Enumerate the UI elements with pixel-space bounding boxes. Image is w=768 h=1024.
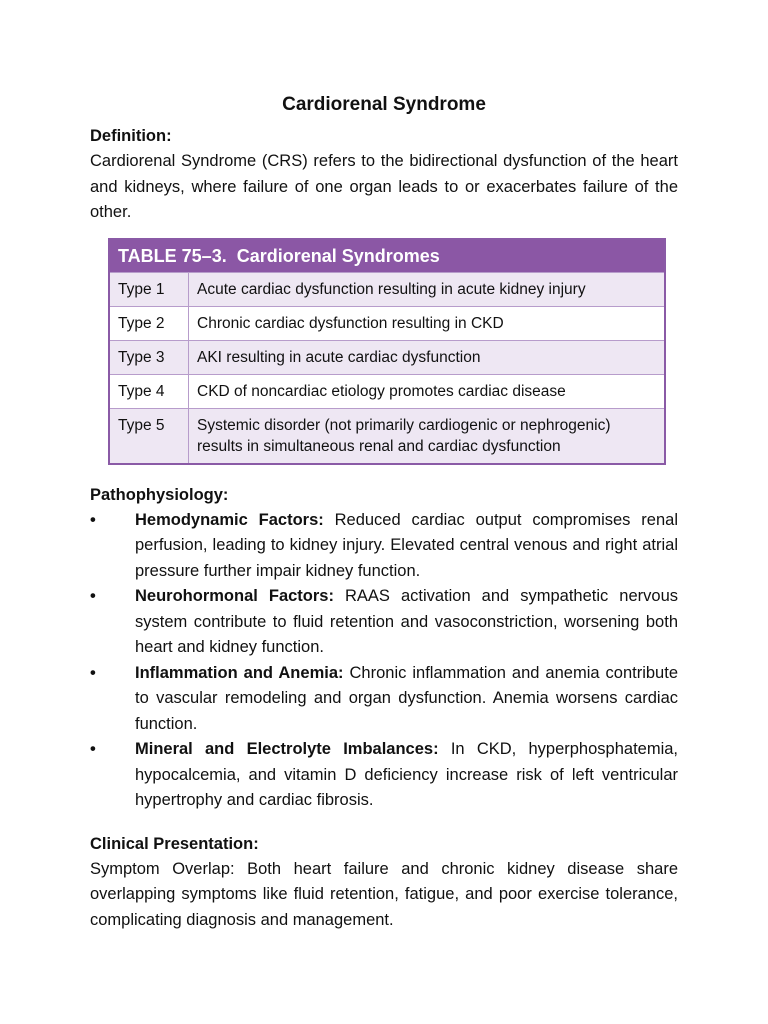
bullet-icon: •: [90, 663, 96, 682]
row-description: Acute cardiac dysfunction resulting in acute kidney injury: [189, 272, 665, 306]
table-row: [110, 408, 664, 463]
bullet-icon: •: [90, 587, 96, 605]
page-title: Cardiorenal Syndrome: [282, 94, 486, 115]
definition-text: Cardiorenal Syndrome (CRS) refers to the bidirectional dysfunction of the heart and kidneys, where failure of one organ leads to or exacerbates failure of the other.: [90, 152, 678, 221]
table-body: [110, 272, 664, 463]
bullet-icon: •: [90, 740, 96, 758]
item-text: In CKD, hyperphosphatemia, hypocalcemia, and vitamin D deficiency increase risk of left ventricular hypertrophy and cardiac fibrosis.: [135, 740, 678, 809]
item-text: RAAS activation and sympathetic nervous system contribute to fluid retention and vasoconstriction, worsening both heart and kidney function.: [135, 587, 678, 656]
table-label: TABLE 75–3.: [118, 245, 227, 266]
bullet-icon: •: [90, 510, 96, 529]
row-type: Type 5: [110, 408, 189, 463]
definition-heading: Definition:: [90, 127, 172, 145]
table-row: [110, 374, 664, 408]
item-term: Hemodynamic Factors:: [135, 510, 324, 529]
row-description: Chronic cardiac dysfunction resulting in CKD: [189, 306, 665, 340]
item-term: Mineral and Electrolyte Imbalances:: [135, 740, 439, 758]
table-row: [110, 340, 664, 374]
table-row: [110, 272, 664, 306]
clinical-heading: Clinical Presentation:: [90, 834, 259, 853]
row-type: Type 1: [110, 272, 189, 306]
document-page: [90, 92, 678, 933]
item-text: Reduced cardiac output compromises renal perfusion, leading to kidney injury. Elevated central venous and right atrial pressure further impair kidney function.: [135, 510, 678, 580]
row-description: AKI resulting in acute cardiac dysfunction: [189, 340, 665, 374]
list-item: [90, 584, 678, 661]
row-type: Type 4: [110, 374, 189, 408]
clinical-text: Symptom Overlap: Both heart failure and chronic kidney disease share overlapping symptoms like fluid retention, fatigue, and poor exercise tolerance, complicating diagnosis and management.: [90, 859, 678, 929]
list-item: [90, 508, 678, 585]
list-item: [90, 661, 678, 738]
row-type: Type 2: [110, 306, 189, 340]
item-term: Neurohormonal Factors:: [135, 587, 334, 605]
row-description: CKD of noncardiac etiology promotes cardiac disease: [189, 374, 665, 408]
syndromes-table: [108, 238, 666, 465]
pathophysiology-section: [90, 483, 678, 814]
table-caption: Cardiorenal Syndromes: [236, 245, 440, 266]
list-item: [90, 737, 678, 814]
pathophysiology-list: [90, 508, 678, 814]
row-type: Type 3: [110, 340, 189, 374]
table-row: [110, 306, 664, 340]
item-text: Chronic inflammation and anemia contribute to vascular remodeling and organ dysfunction. Anemia worsens cardiac function.: [135, 663, 678, 733]
item-term: Inflammation and Anemia:: [135, 663, 344, 682]
table-header: [110, 240, 664, 272]
section-spacer: [90, 814, 678, 832]
row-description: Systemic disorder (not primarily cardiogenic or nephrogenic) results in simultaneous renal and cardiac dysfunction: [189, 408, 665, 463]
pathophysiology-heading: Pathophysiology:: [90, 485, 229, 504]
